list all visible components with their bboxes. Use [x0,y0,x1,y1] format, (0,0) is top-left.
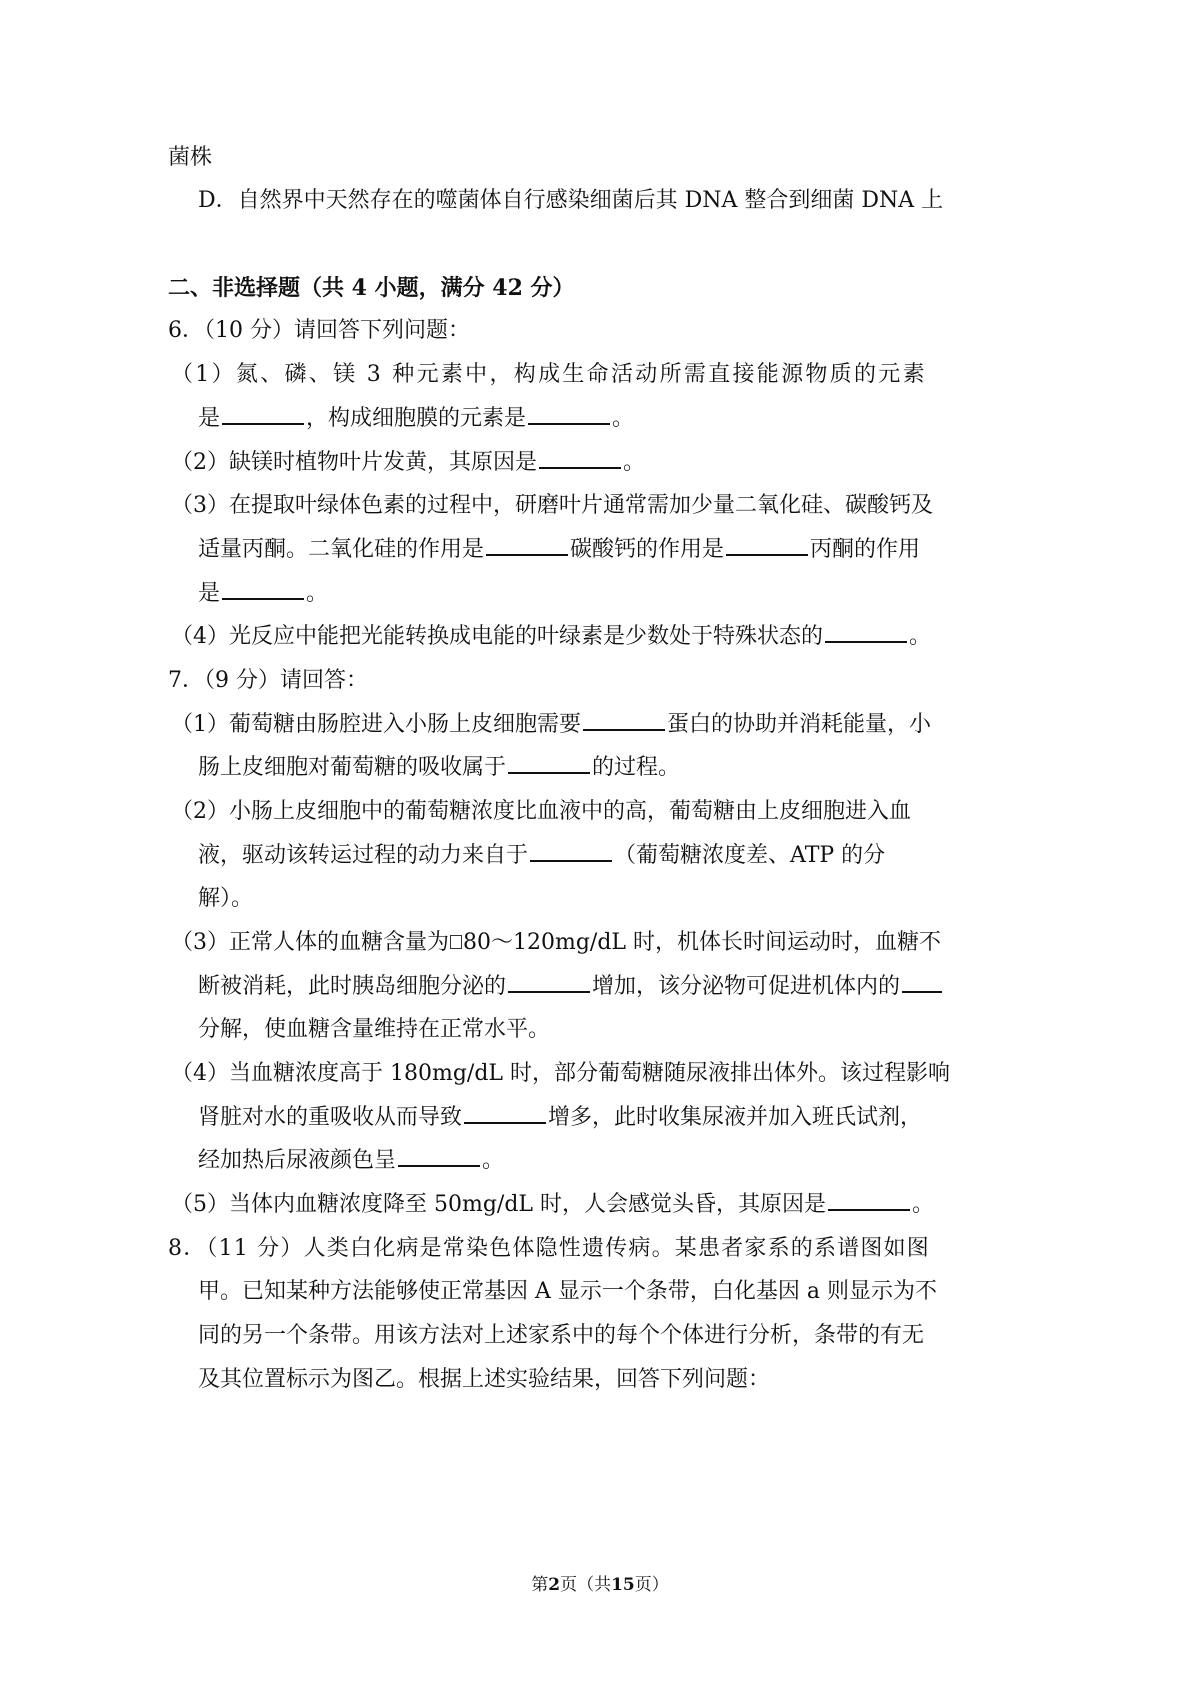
text-line: 及其位置标示为图乙。根据上述实验结果，回答下列问题： [198,1367,771,1392]
question-8-title: 8．（11 分）人类白化病是常染色体隐性遗传病。某患者家系的系谱图如图 [168,1236,930,1261]
answer-blank [530,842,612,862]
text-line: （1）氮、磷、镁 3 种元素中，构成生命活动所需直接能源物质的元素 [171,362,927,387]
answer-blank [583,711,665,731]
answer-blank [825,623,907,643]
answer-blank [222,580,304,600]
section-heading: 二、非选择题（共 4 小题，满分 42 分） [168,275,575,301]
text-line: 是 。 [198,581,329,606]
text-line: 肠上皮细胞对葡萄糖的吸收属于 的过程。 [198,755,681,780]
text-line: （3）在提取叶绿体色素的过程中，研磨叶片通常需加少量二氧化硅、碳酸钙及 [171,493,933,518]
text-line: 分解，使血糖含量维持在正常水平。 [198,1017,551,1042]
text-line: （2）缺镁时植物叶片发黄，其原因是 。 [171,450,646,475]
answer-blank [726,536,808,556]
text-line: 经加热后尿液颜色呈 。 [198,1148,505,1173]
text-line: （4）光反应中能把光能转换成电能的叶绿素是少数处于特殊状态的 。 [171,624,932,649]
answer-blank [398,1147,480,1167]
text-line: （4）当血糖浓度高于 180mg/dL 时，部分葡萄糖随尿液排出体外。该过程影响 [171,1061,951,1086]
text-line: 液，驱动该转运过程的动力来自于 （葡萄糖浓度差、ATP 的分 [198,843,886,868]
page-footer: 第2页（共15页） [531,1575,669,1595]
page-total: 15 [611,1575,635,1595]
text-line: 适量丙酮。二氧化硅的作用是 碳酸钙的作用是 丙酮的作用 [198,537,921,562]
text-line: 是 ，构成细胞膜的元素是 。 [198,406,635,431]
answer-blank [222,405,304,425]
missing-glyph-box [450,935,462,949]
answer-blank [828,1191,910,1211]
answer-blank [464,1104,546,1124]
text-line: 菌株 [168,145,213,170]
text-line: （5）当体内血糖浓度降至 50mg/dL 时，人会感觉头昏，其原因是 。 [171,1192,935,1217]
answer-blank [528,405,610,425]
question-6-title: 6．（10 分）请回答下列问题： [168,318,470,343]
text-line: 断被消耗，此时胰岛细胞分泌的 增加，该分泌物可促进机体内的 [198,972,944,1002]
text-line: （1）葡萄糖由肠腔进入小肠上皮细胞需要 蛋白的协助并消耗能量，小 [171,712,932,737]
page-number: 2 [548,1575,561,1595]
answer-blank [902,973,942,993]
answer-blank [486,536,568,556]
text-line: 甲。已知某种方法能够使正常基因 A 显示一个条带，白化基因 a 则显示为不 [198,1279,937,1304]
text-line: 肾脏对水的重吸收从而导致 增多，此时收集尿液并加入班氏试剂， [198,1105,923,1130]
text-line: （2）小肠上皮细胞中的葡萄糖浓度比血液中的高，葡萄糖由上皮细胞进入血 [171,799,911,824]
option-d: D．自然界中天然存在的噬菌体自行感染细菌后其 DNA 整合到细菌 DNA 上 [198,188,944,213]
answer-blank [508,754,590,774]
answer-blank [508,973,590,993]
question-7-title: 7．（9 分）请回答： [168,668,368,693]
text-line: 解）。 [198,886,254,911]
text-line: 同的另一个条带。用该方法对上述家系中的每个个体进行分析，条带的有无 [198,1323,925,1348]
answer-blank [539,449,621,469]
text-line: （3）正常人体的血糖含量为 80～120mg/dL 时，机体长时间运动时，血糖不 [171,930,942,955]
